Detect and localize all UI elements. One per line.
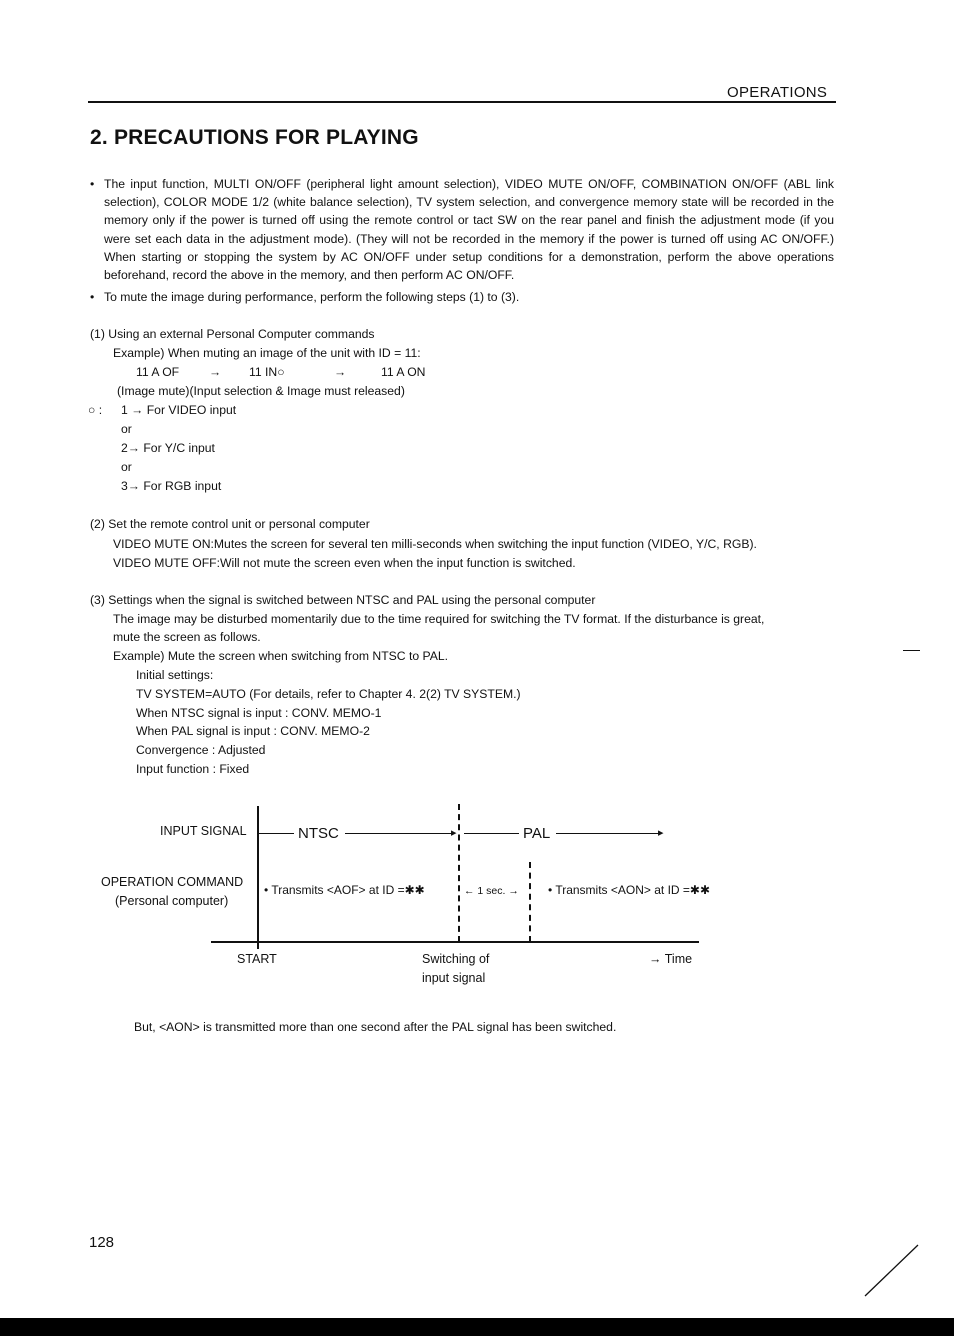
setting-input-function: Input function : Fixed [136,762,250,776]
corner-slash-mark [862,1243,922,1299]
circle-label: ○ : [88,403,103,417]
header-rule [88,101,836,103]
operation-command-sub: (Personal computer) [115,894,229,908]
arrowhead-icon: ▸ [658,827,664,839]
time-label: → Time [649,952,693,966]
bullet-1-text: The input function, MULTI ON/OFF (peripheral light amount selection), VIDEO MUTE ON/OFF, COMBINATION ON/OFF (ABL link selection), COLOR MODE 1/2 (white balance selection), TV system selection, and convergence memory state will be recorded in the memory only if the power is turned off using the remote control or tact SW on the rear panel and finish the adjustment mode (if you were set each data in the adjustment mode). (They will not be recorded in the memory if the power is turned off using AC ON/OFF.) When starting or stopping the system by AC ON/OFF under setup conditions for a demonstration, perform the above operations beforehand, record the above in the memory, and then perform AC ON/OFF. [104,177,834,283]
setting-tv-system: TV SYSTEM=AUTO (For details, refer to Chapter 4. 2(2) TV SYSTEM.) [136,687,521,701]
bullet-dot: • [90,177,95,191]
switching-label-1: Switching of [422,952,490,966]
setting-convergence: Convergence : Adjusted [136,743,266,757]
margin-tick [903,650,920,651]
input-signal-label: INPUT SIGNAL [160,824,247,838]
switching-label-2: input signal [422,971,486,985]
arrowhead-icon: ▸ [451,827,457,839]
time-axis [211,941,699,943]
start-marker-line [257,806,259,949]
step2-heading: (2) Set the remote control unit or personal computer [90,517,370,531]
command-aon: 11 A ON [381,365,426,379]
setting-pal: When PAL signal is input : CONV. MEMO-2 [136,724,370,738]
page-number: 128 [89,1234,115,1251]
page-title: 2. PRECAUTIONS FOR PLAYING [90,126,419,149]
step1-example: Example) When muting an image of the unit with ID = 11: [113,346,421,360]
section-label: OPERATIONS [727,84,828,101]
one-second-marker-line [529,862,531,942]
bullet-dot: • [90,290,95,304]
command-aof: 11 A OF [136,365,180,379]
ntsc-lead-line [259,833,294,834]
option-video: 1 → For VIDEO input [121,403,237,417]
step2-line-off: VIDEO MUTE OFF:Will not mute the screen even when the input function is switched. [113,556,576,570]
one-second-label: ← 1 sec. → [464,885,519,897]
bullet-2-text: To mute the image during performance, perform the following steps (1) to (3). [104,290,520,304]
transmit-aon-text: • Transmits <AON> at ID =✱✱ [548,883,711,897]
option-or: or [121,422,132,436]
option-rgb: 3→ For RGB input [121,479,222,493]
switch-marker-line [458,804,460,942]
ntsc-line [345,833,453,834]
option-yc: 2→ For Y/C input [121,441,215,455]
step3-line-2: mute the screen as follows. [113,630,261,644]
command-note: (Image mute)(Input selection & Image must released) [117,384,405,398]
pal-label: PAL [523,825,551,842]
setting-initial: Initial settings: [136,668,214,682]
footnote: But, <AON> is transmitted more than one second after the PAL signal has been switched. [134,1020,617,1034]
option-or: or [121,460,132,474]
arrow-right-icon: → [334,365,347,379]
step1-heading: (1) Using an external Personal Computer commands [90,327,375,341]
start-label: START [237,952,277,966]
step3-heading: (3) Settings when the signal is switched between NTSC and PAL using the personal computer [90,593,596,607]
scan-edge-bar [0,1318,954,1336]
step3-line-1: The image may be disturbed momentarily due to the time required for switching the TV format. If the disturbance is great, [113,612,765,626]
pal-lead-line [464,833,519,834]
arrow-right-icon: → [209,365,222,379]
setting-ntsc: When NTSC signal is input : CONV. MEMO-1 [136,706,382,720]
step3-example: Example) Mute the screen when switching from NTSC to PAL. [113,649,449,663]
transmit-aof-text: • Transmits <AOF> at ID =✱✱ [264,883,425,897]
ntsc-label: NTSC [298,825,339,842]
step2-line-on: VIDEO MUTE ON:Mutes the screen for several ten milli-seconds when switching the input function (VIDEO, Y/C, RGB). [113,537,757,551]
command-input: 11 IN○ [249,365,285,379]
pal-line [556,833,660,834]
operation-command-label: OPERATION COMMAND [101,875,244,889]
